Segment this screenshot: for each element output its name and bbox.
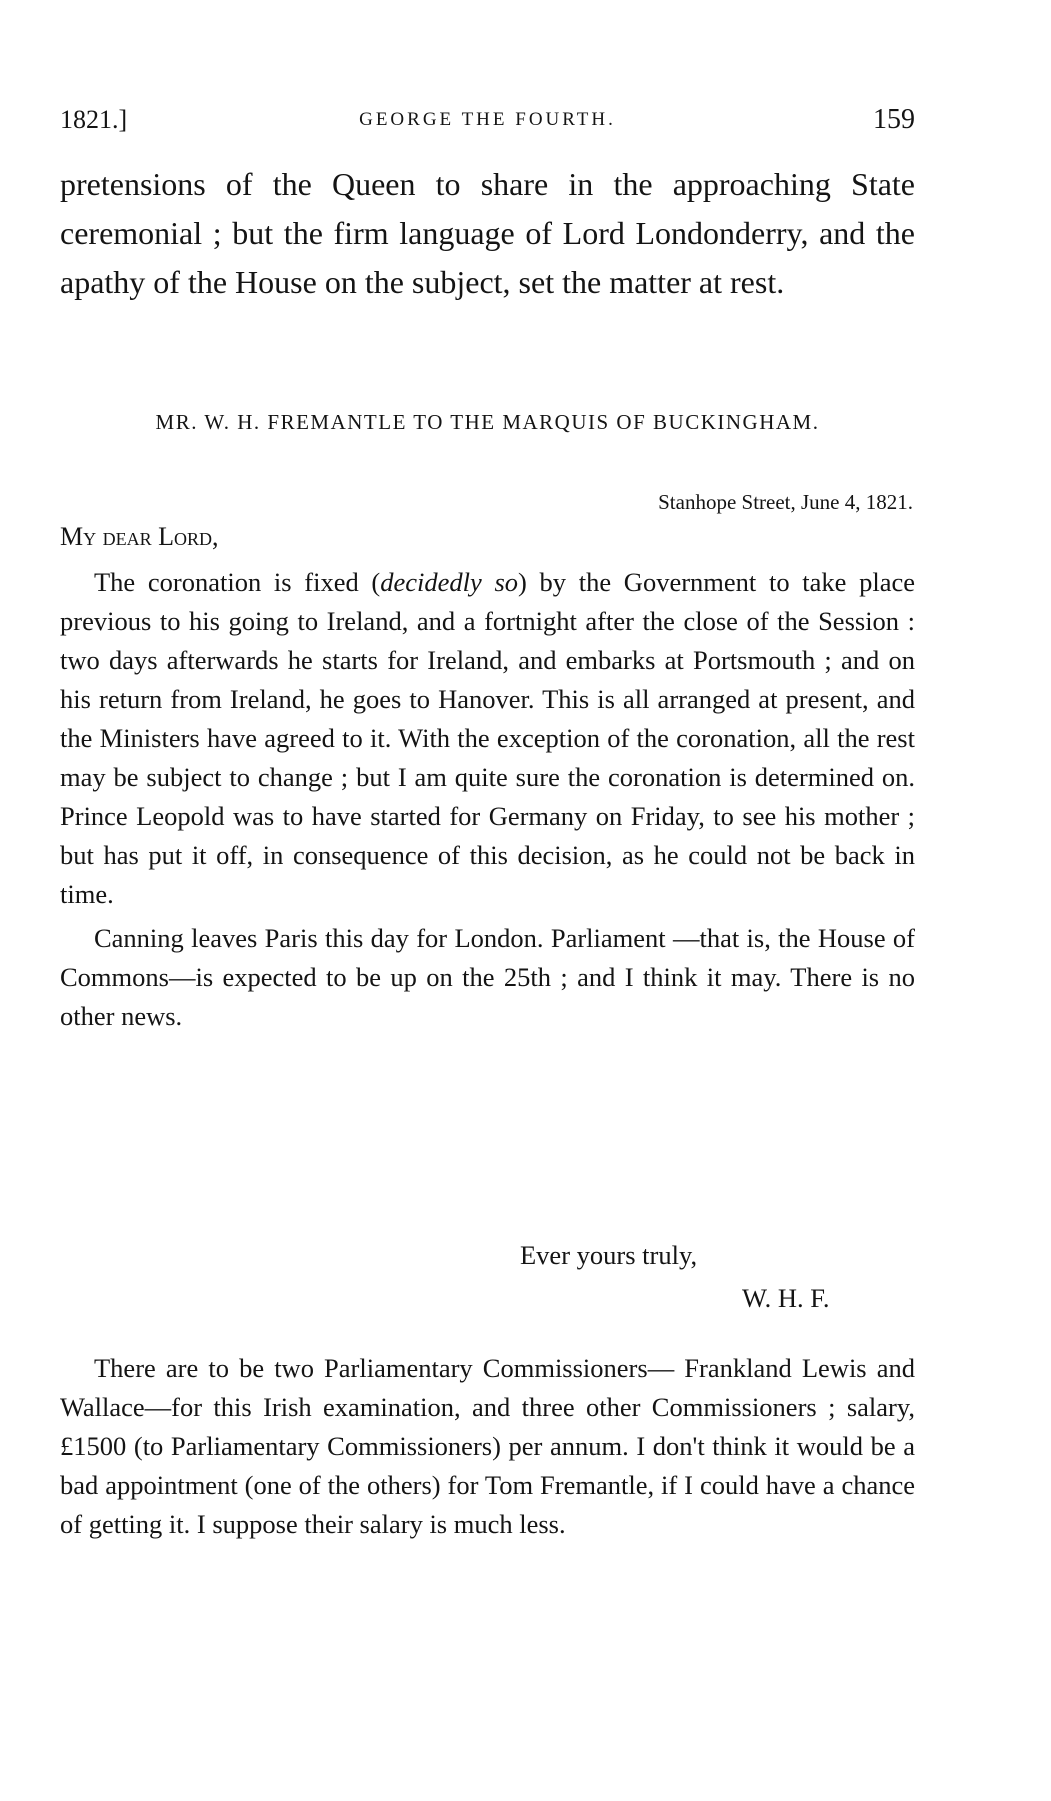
page-number: 159 (873, 104, 915, 135)
letter-heading: MR. W. H. FREMANTLE TO THE MARQUIS OF BUCKINGHAM. (155, 410, 820, 434)
postscript-paragraph: There are to be two Parliamentary Commissioners— Frankland Lewis and Wallace—for this Irish examination, and three other Commissioners ; salary, £1500 (to Parliamentary Commissioners) per annum. I don't think it would be a bad appointment (one of the others) for Tom Fremantle, if I could have a chance of getting it. I suppose their salary is much less. (60, 1353, 915, 1539)
letter-paragraph-1 (60, 563, 915, 914)
letter-paragraph-1-emphasis: decidedly so (380, 567, 519, 597)
lead-paragraph: pretensions of the Queen to share in the approaching State ceremonial ; but the firm language of Lord Londonderry, and the apathy of the House on the subject, set the matter at rest. (60, 166, 915, 300)
running-head-year: 1821.] (60, 105, 128, 134)
letter-valediction: Ever yours truly, (520, 1240, 698, 1270)
letter-salutation: My dear Lord, (60, 522, 219, 551)
letter-paragraph-1-rest: ) by the Government to take place previous to his going to Ireland, and a fortnight after the close of the Session : two days afterwards he starts for Ireland, and embarks at Portsmouth ; and on his return from Ireland, he goes to Hanover. This is all arranged at present, and the Ministers have agreed to it. With the exception of the coronation, all the rest may be subject to change ; but I am quite sure the coronation is determined on. Prince Leopold was to have started for Germany on Friday, to see his mother ; but has put it off, in consequence of this decision, as he could not be back in time. (60, 567, 915, 909)
letter-paragraph-1-start: The coronation is fixed ( (94, 567, 381, 597)
letter-body (60, 563, 915, 1036)
running-head-title: GEORGE THE FOURTH. (359, 109, 616, 130)
letter-paragraph-2: Canning leaves Paris this day for London. Parliament —that is, the House of Commons—is expected to be up on the 25th ; and I think it may. There is no other news. (60, 923, 915, 1031)
letter-dateline: Stanhope Street, June 4, 1821. (658, 490, 913, 514)
running-head (60, 100, 915, 140)
letter-signature: W. H. F. (742, 1283, 830, 1313)
